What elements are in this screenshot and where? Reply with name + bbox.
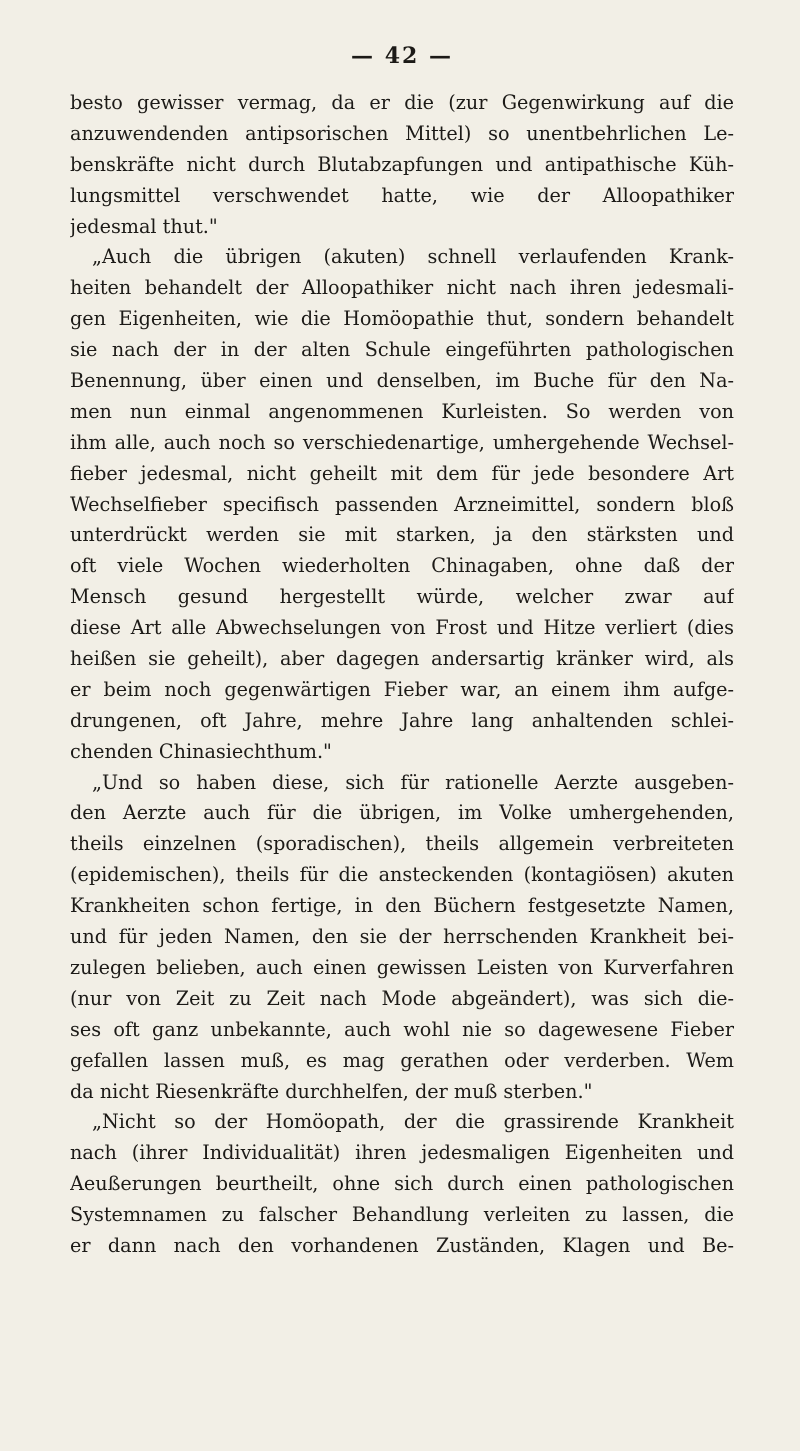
text-line: (epidemischen), theils für die ansteckenden (kontagiösen) akuten [70,863,734,887]
text-line: er dann nach den vorhandenen Zuständen, Klagen und Be- [70,1233,734,1257]
text-line: anzuwendenden antipsorischen Mittel) so unentbehrlichen Le- [70,121,734,145]
text-line: Krankheiten schon fertige, in den Büchern festgesetzte Namen, [70,894,734,918]
text-line: „Nicht so der Homöopath, der die grassirende Krankheit [92,1110,734,1134]
text-line: nach (ihrer Individualität) ihren jedesmaligen Eigenheiten und [70,1141,734,1165]
text-line: ihm alle, auch noch so verschiedenartige, umhergehende Wechsel- [70,430,734,454]
text-line: da nicht Riesenkräfte durchhelfen, der muß sterben." [70,1079,593,1103]
text-line: fieber jedesmal, nicht geheilt mit dem für jede besondere Art [70,461,734,485]
text-line: den Aerzte auch für die übrigen, im Volke umhergehenden, [70,801,734,825]
text-line: lungsmittel verschwendet hatte, wie der Alloopathiker [70,183,734,207]
text-line: chenden Chinasiechthum." [70,739,332,763]
text-line: theils einzelnen (sporadischen), theils allgemein verbreiteten [70,832,734,856]
text-line: Mensch gesund hergestellt würde, welcher zwar auf [70,585,734,609]
text-line: Systemnamen zu falscher Behandlung verleiten zu lassen, die [70,1203,734,1227]
text-line: zulegen belieben, auch einen gewissen Leisten von Kurverfahren [70,955,734,979]
text-line: heißen sie geheilt), aber dagegen andersartig kränker wird, als [70,647,734,671]
text-line: drungenen, oft Jahre, mehre Jahre lang anhaltenden schlei- [70,708,734,732]
text-line: diese Art alle Abwechselungen von Frost und Hitze verliert (dies [70,616,734,640]
text-line: Benennung, über einen und denselben, im Buche für den Na- [70,369,734,393]
text-line: und für jeden Namen, den sie der herrschenden Krankheit bei- [70,925,734,949]
text-line: Wechselfieber specifisch passenden Arzneimittel, sondern bloß [70,492,734,516]
text-line: sie nach der in der alten Schule eingeführten pathologischen [70,338,734,362]
text-line: „Und so haben diese, sich für rationelle Aerzte ausgeben- [92,770,734,794]
text-line: gen Eigenheiten, wie die Homöopathie thut, sondern behandelt [70,307,734,331]
text-line: oft viele Wochen wiederholten Chinagaben, ohne daß der [70,554,734,578]
text-line: ses oft ganz unbekannte, auch wohl nie so dagewesene Fieber [70,1017,734,1041]
text-line: Aeußerungen beurtheilt, ohne sich durch einen pathologischen [70,1172,734,1196]
text-line: benskräfte nicht durch Blutabzapfungen und antipathische Küh- [70,152,734,176]
text-line: gefallen lassen muß, es mag gerathen oder verderben. Wem [70,1048,734,1072]
page-number: — 42 — [351,43,453,69]
body-text [70,88,734,1262]
text-line: er beim noch gegenwärtigen Fieber war, an einem ihm aufge- [70,677,734,701]
text-line: men nun einmal angenommenen Kurleisten. So werden von [70,399,734,423]
text-line: heiten behandelt der Alloopathiker nicht nach ihren jedesmali- [70,276,734,300]
text-line: jedesmal thut." [70,214,218,238]
text-line: (nur von Zeit zu Zeit nach Mode abgeändert), was sich die- [70,986,734,1010]
text-line: unterdrückt werden sie mit starken, ja den stärksten und [70,523,734,547]
text-line: besto gewisser vermag, da er die (zur Gegenwirkung auf die [70,91,734,114]
text-line: „Auch die übrigen (akuten) schnell verlaufenden Krank- [92,245,734,269]
